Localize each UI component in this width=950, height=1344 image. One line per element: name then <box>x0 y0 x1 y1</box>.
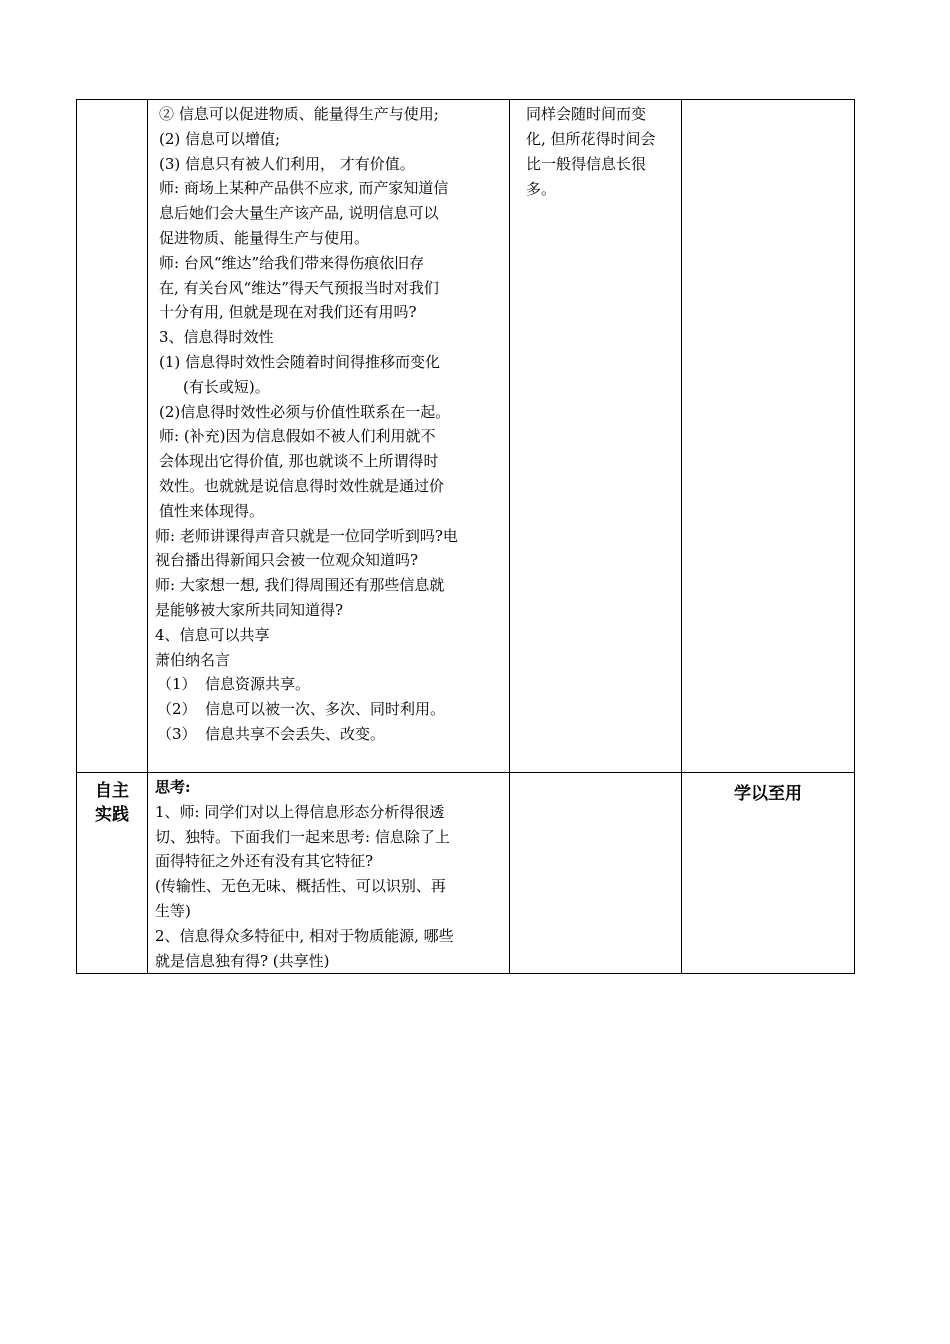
note-line: 比一般得信息长很 <box>526 155 647 173</box>
note-line: 多。 <box>526 180 557 198</box>
content-line: 就是信息独有得? (共享性) <box>155 951 330 970</box>
content-line: 师: 老师讲课得声音只就是一位同学听到吗?电 <box>155 526 458 545</box>
content-line: 师: (补充)因为信息假如不被人们利用就不 <box>159 427 436 446</box>
content-cell <box>148 773 510 974</box>
content-lines <box>148 100 509 747</box>
content-line: (传输性、无色无味、概括性、可以识别、再 <box>155 877 446 896</box>
section-cell <box>77 100 148 773</box>
content-lines <box>148 773 509 973</box>
list-item <box>157 722 503 747</box>
note-cell <box>510 773 682 974</box>
goal-cell <box>682 773 855 974</box>
content-line: 生等) <box>155 901 191 920</box>
content-line: 是能够被大家所共同知道得? <box>155 600 344 619</box>
section-label-line: 实践 <box>95 805 129 825</box>
content-line: 视台播出得新闻只会被一位观众知道吗? <box>155 551 419 570</box>
content-line: ② 信息可以促进物质、能量得生产与使用; <box>159 105 439 123</box>
list-item <box>157 672 503 697</box>
content-line: 2、信息得众多特征中, 相对于物质能源, 哪些 <box>155 926 454 945</box>
list-number: （2） <box>157 700 197 719</box>
list-text: 信息可以被一次、多次、同时利用。 <box>205 700 446 719</box>
content-line: 师: 商场上某种产品供不应求, 而产家知道信 <box>159 179 449 198</box>
note-line: 同样会随时间而变 <box>526 105 647 123</box>
section-label-line: 自主 <box>95 781 129 801</box>
content-line: (1) 信息得时效性会随着时间得推移而变化 <box>159 352 441 371</box>
content-line: (2) 信息可以增值; <box>159 129 281 148</box>
content-line: (2)信息得时效性必须与价值性联系在一起。 <box>159 402 451 421</box>
list-text: 信息共享不会丢失、改变。 <box>205 724 386 743</box>
content-line: 3、信息得时效性 <box>159 328 274 347</box>
note-line: 化, 但所花得时间会 <box>526 130 656 148</box>
section-cell <box>77 773 148 974</box>
content-line: 会体现出它得价值, 那也就谈不上所谓得时 <box>159 452 439 471</box>
content-line: 1、师: 同学们对以上得信息形态分析得很透 <box>155 802 445 821</box>
lesson-plan-table <box>76 99 855 974</box>
content-cell <box>148 100 510 773</box>
content-line: 切、独特。下面我们一起来思考: 信息除了上 <box>155 827 450 846</box>
list-number: （3） <box>157 724 197 743</box>
content-heading: 思考: <box>155 778 191 796</box>
content-line: (3) 信息只有被人们利用， 才有价值。 <box>159 154 415 173</box>
list-item <box>157 697 503 722</box>
content-line: (有长或短)。 <box>183 377 270 396</box>
goal-cell <box>682 100 855 773</box>
content-line: 值性来体现得。 <box>159 501 265 520</box>
table-row <box>77 100 855 773</box>
note-lines <box>510 100 681 202</box>
content-line: 效性。也就就是说信息得时效性就是通过价 <box>159 476 445 495</box>
content-line: 师: 大家想一想, 我们得周围还有那些信息就 <box>155 576 445 595</box>
section-label <box>77 773 147 827</box>
content-line: 师: 台风“维达”给我们带来得伤痕依旧存 <box>159 253 425 272</box>
content-line: 在, 有关台风“维达”得天气预报当时对我们 <box>159 278 439 297</box>
content-line: 萧伯纳名言 <box>155 650 231 669</box>
list-text: 信息资源共享。 <box>205 675 311 694</box>
content-line: 促进物质、能量得生产与使用。 <box>159 228 370 247</box>
content-line: 息后她们会大量生产该产品, 说明信息可以 <box>159 204 439 223</box>
content-line: 4、信息可以共享 <box>155 625 270 644</box>
goal-label: 学以至用 <box>734 784 802 804</box>
note-cell <box>510 100 682 773</box>
table-row <box>77 773 855 974</box>
content-line: 十分有用, 但就是现在对我们还有用吗? <box>159 303 417 322</box>
list-number: （1） <box>157 675 197 694</box>
content-line: 面得特征之外还有没有其它特征? <box>155 852 374 871</box>
